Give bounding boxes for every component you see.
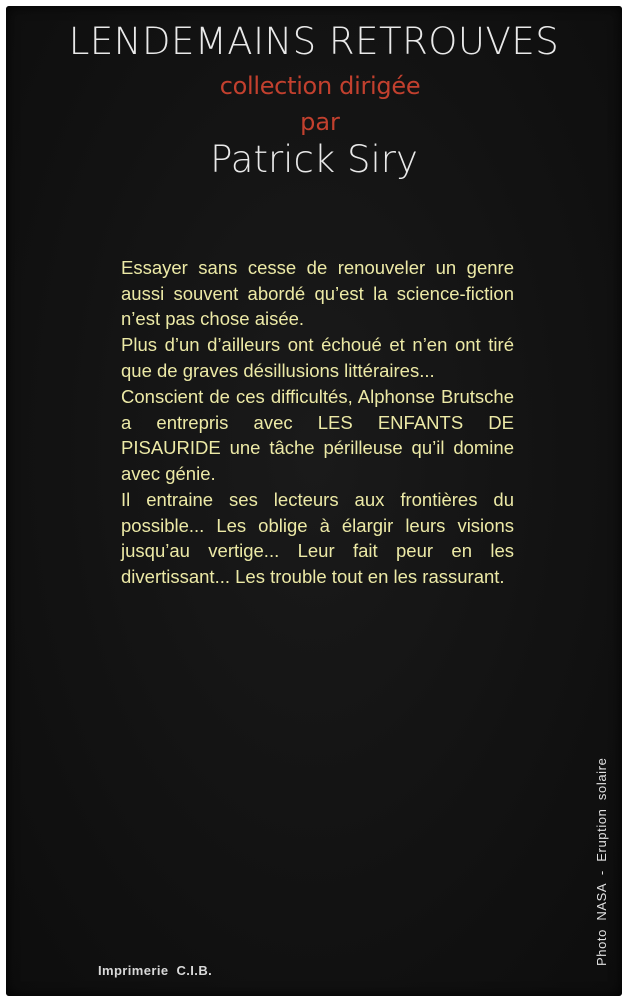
- book-back-cover: [6, 6, 622, 996]
- blurb-paragraph: Plus d’un d’ailleurs ont échoué et n’en ont tiré que de graves désillusions littéraires...: [121, 334, 514, 381]
- printer-credit: Imprimerie C.I.B.: [98, 963, 213, 978]
- collection-line: collection dirigée: [219, 72, 421, 100]
- blurb-paragraph: Conscient de ces difficultés, Alphonse Brutsche a entrepris avec LES ENFANTS DE PISAURIDE une tâche périlleuse qu’il domine avec génie.: [121, 386, 514, 484]
- par-line: par: [300, 108, 340, 136]
- photo-credit: Photo NASA - Eruption solaire: [594, 757, 609, 966]
- blurb: [121, 255, 514, 590]
- collection-director: Patrick Siry: [210, 138, 418, 181]
- series-title: LENDEMAINS RETROUVES: [68, 20, 560, 63]
- blurb-paragraph: Il entraine ses lecteurs aux frontières du possible... Les oblige à élargir leurs visions jusqu’au vertige... Leur fait peur en les divertissant... Les trouble tout en les rassurant.: [121, 489, 514, 587]
- blurb-paragraph: Essayer sans cesse de renouveler un genre aussi souvent abordé qu’est la science-fiction n’est pas chose aisée.: [121, 257, 514, 330]
